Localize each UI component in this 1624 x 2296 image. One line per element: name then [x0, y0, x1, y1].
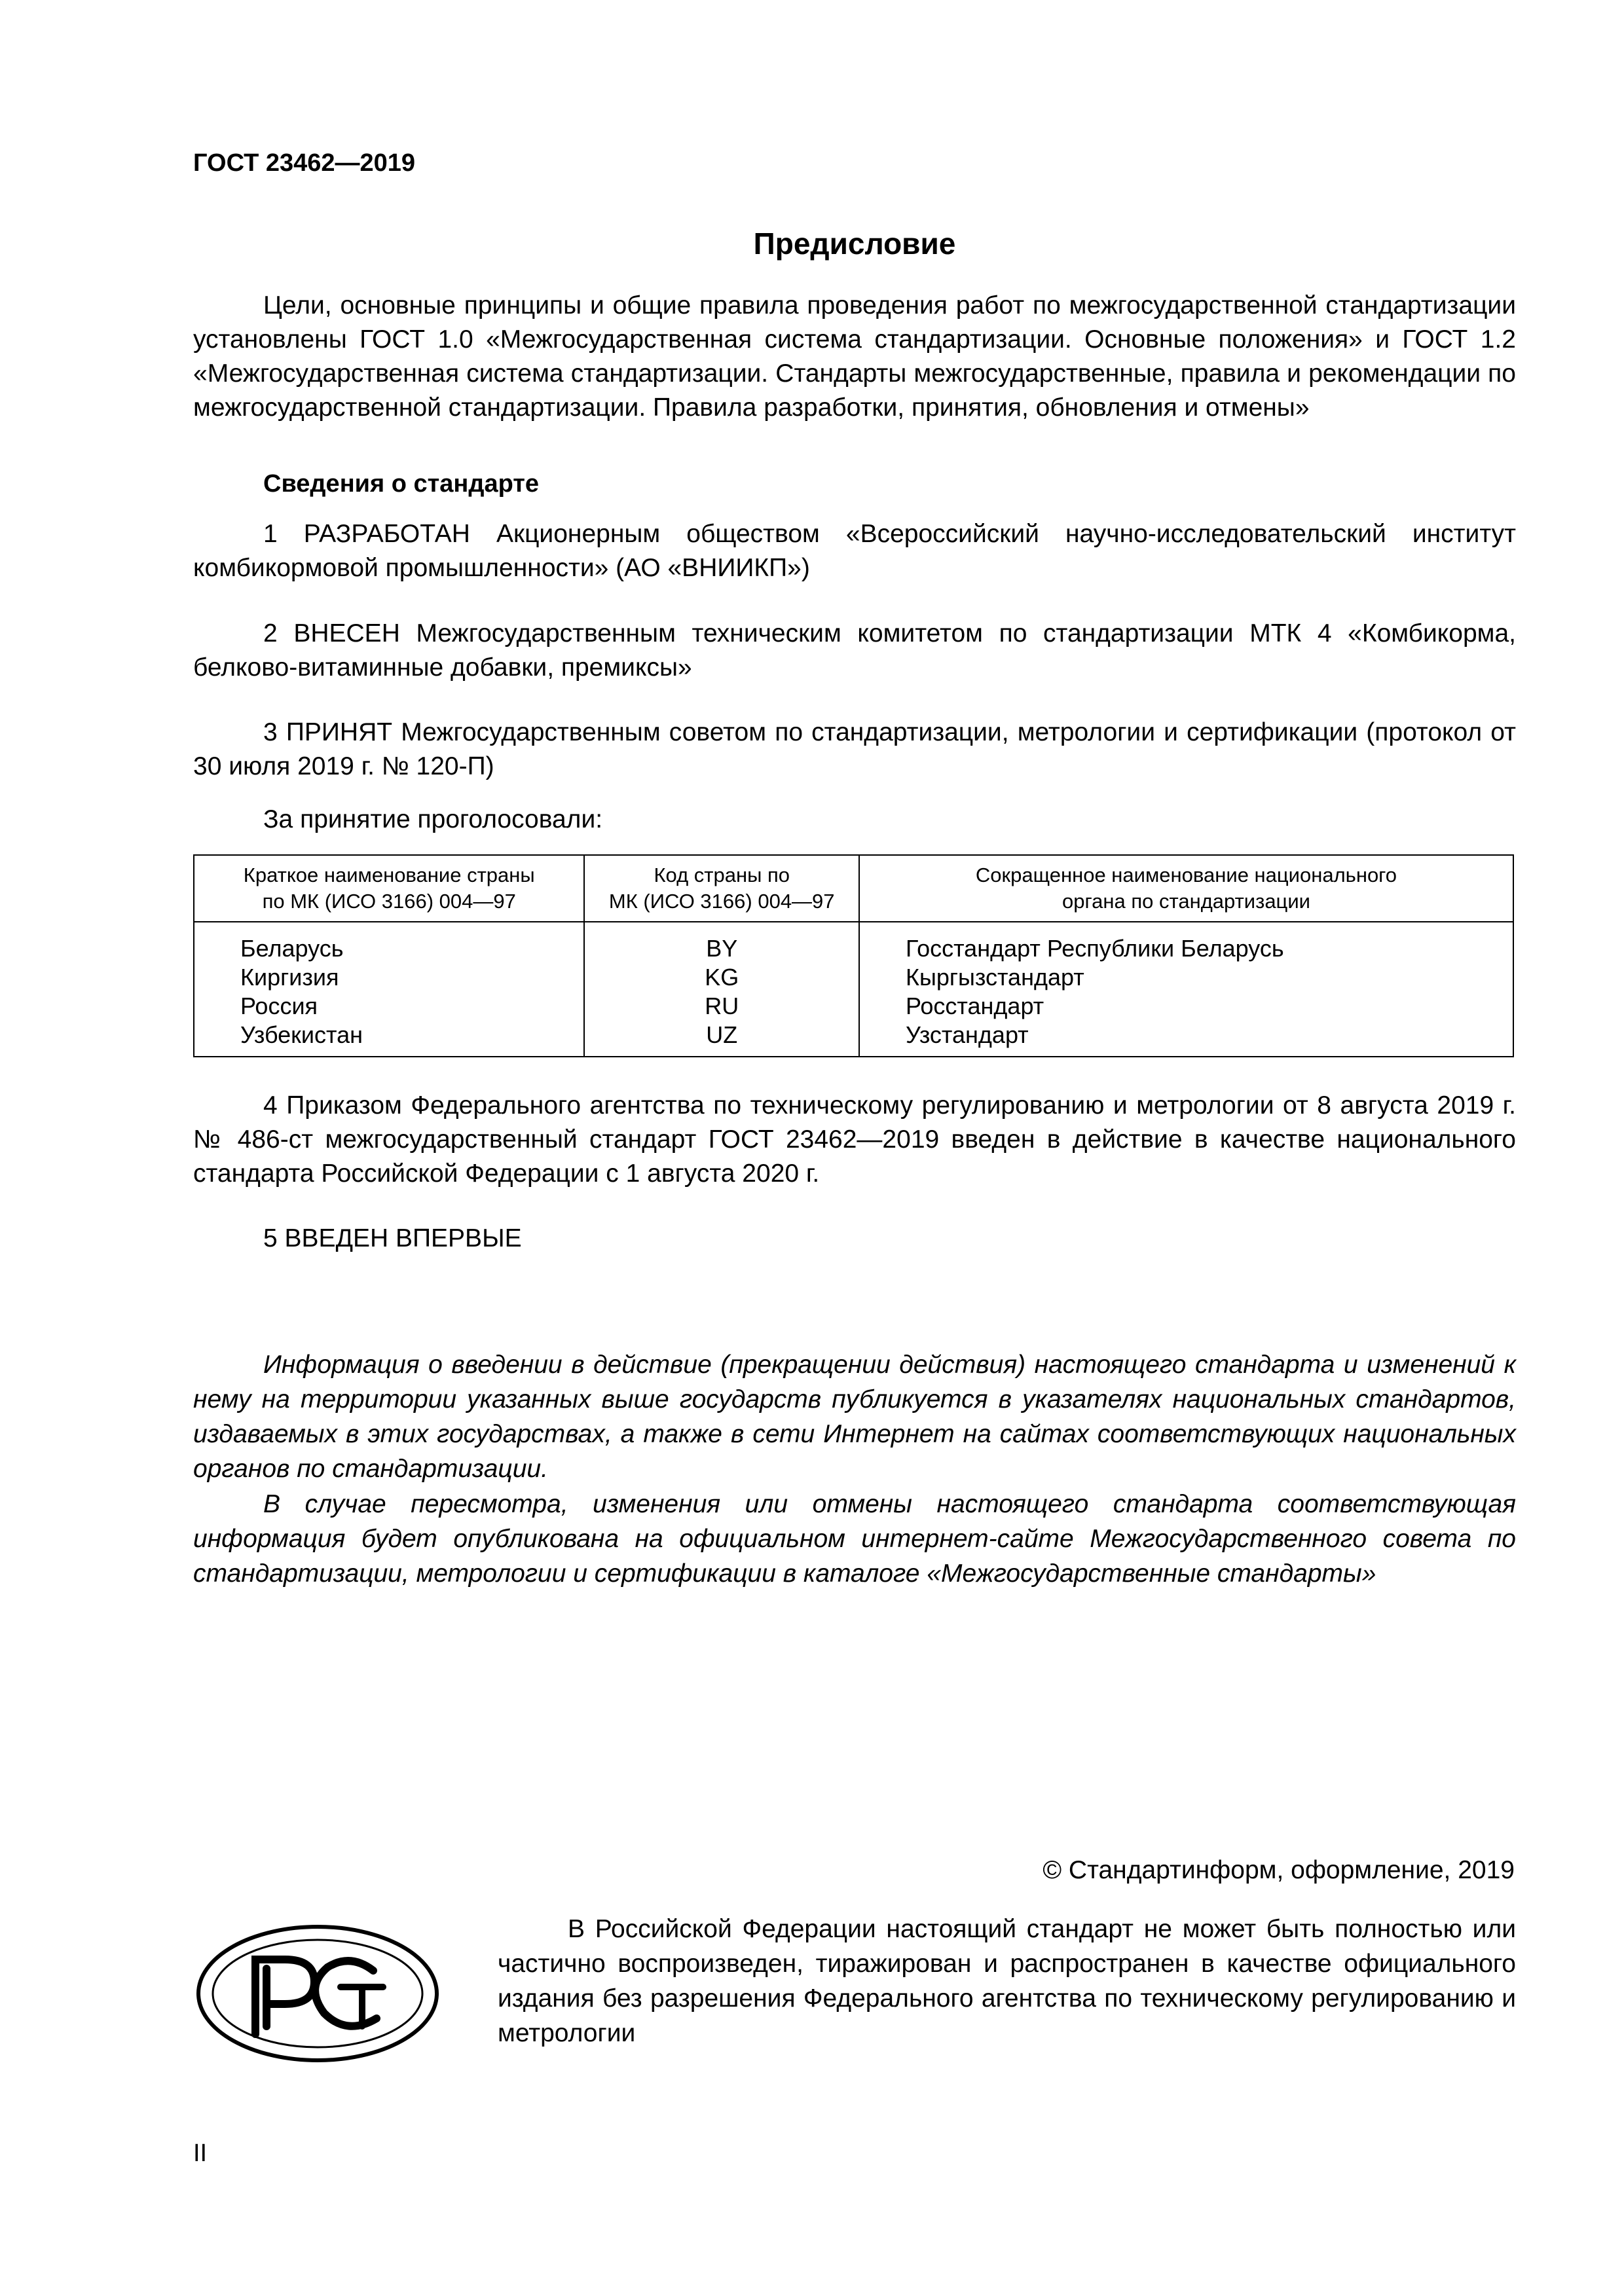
standards-body: Росстандарт: [905, 993, 1044, 1019]
intro-paragraph: Цели, основные принципы и общие правила проведения работ по межгосударственной стандартизации установлены ГОСТ 1.0 «Межгосударственная система стандартизации. Основные положения» и ГОСТ 1.2 «Межгосударственная система стандартизации. Стандарты межгосударственные, правила и рекомендации по межгосударственной стандартизации. Правила разработки, принятия, обновления и отмены»: [193, 291, 1516, 422]
item-developed: 1 РАЗРАБОТАН Акционерным обществом «Всероссийский научно-исследовательский институт комбикормовой промышленности» (АО «ВНИИКП»): [193, 520, 1516, 582]
country-name: Узбекистан: [240, 1021, 363, 1048]
standards-body: Госстандарт Республики Беларусь: [905, 935, 1284, 962]
item-adopted: 3 ПРИНЯТ Межгосударственным советом по стандартизации, метрологии и сертификации (протокол от 30 июля 2019 г. № 120-П): [193, 718, 1516, 780]
rights-notice: В Российской Федерации настоящий стандарт не может быть полностью или частично воспроизведен, тиражирован и распространен в качестве официального издания без разрешения Федерального агентства по техническому регулированию и метрологии: [498, 1915, 1516, 2047]
country-code: KG: [705, 964, 739, 991]
country-name: Киргизия: [240, 964, 339, 991]
info-notice-1: Информация о введении в действие (прекращении действия) настоящего стандарта и изменений к нему на территории указанных выше государств публикуется в указателях национальных стандартов, издаваемых в этих государствах, а также в сети Интернет на сайтах соответствующих национальных органов по стандартизации.: [193, 1351, 1516, 1483]
section-title: Предисловие: [753, 227, 956, 261]
country-code: BY: [706, 935, 738, 962]
item-order: 4 Приказом Федерального агентства по техническому регулированию и метрологии от 8 августа 2019 г. № 486-ст межгосударственный стандарт ГОСТ 23462—2019 введен в действие в качестве национального стандарта Российской Федерации с 1 августа 2020 г.: [193, 1091, 1516, 1188]
table-header-row: [194, 855, 1513, 922]
header-code-line2: МК (ИСО 3166) 004—97: [608, 890, 835, 913]
table-row: [194, 922, 1513, 1057]
country-name: Беларусь: [240, 935, 344, 962]
countries-table: [193, 854, 1514, 1057]
item-introduced: 2 ВНЕСЕН Межгосударственным техническим комитетом по стандартизации МТК 4 «Комбикорма, белково-витаминные добавки, премиксы»: [193, 619, 1516, 682]
header-country: [194, 855, 584, 922]
header-body-line1: Сокращенное наименование национального: [975, 864, 1397, 886]
item-first: 5 ВВЕДЕН ВПЕРВЫЕ: [263, 1224, 522, 1252]
page-number: II: [193, 2140, 208, 2167]
header-country-line1: Краткое наименование страны: [243, 864, 535, 886]
document-header: ГОСТ 23462—2019: [193, 149, 416, 177]
standards-body: Узстандарт: [905, 1021, 1029, 1048]
country-code: UZ: [706, 1021, 738, 1048]
info-heading: Сведения о стандарте: [263, 470, 540, 498]
body-column: [859, 922, 1513, 1057]
code-column: [584, 922, 859, 1057]
info-notice-2: В случае пересмотра, изменения или отмены настоящего стандарта соответствующая информация будет опубликована на официальном интернет-сайте Межгосударственного совета по стандартизации, метрологии и сертификации в каталоге «Межгосударственные стандарты»: [193, 1490, 1516, 1588]
header-body: [859, 855, 1513, 922]
country-code: RU: [705, 993, 739, 1019]
country-name: Россия: [240, 993, 318, 1019]
header-country-line2: по МК (ИСО 3166) 004—97: [262, 890, 516, 913]
voted-label: За принятие проголосовали:: [263, 805, 603, 833]
header-code: [584, 855, 859, 922]
country-column: [194, 922, 584, 1057]
standards-body: Кыргызстандарт: [905, 964, 1084, 991]
copyright-line: © Стандартинформ, оформление, 2019: [1043, 1856, 1515, 1884]
header-code-line1: Код страны по: [654, 864, 790, 886]
rst-logo-icon: [193, 1922, 442, 2069]
header-body-line2: органа по стандартизации: [1062, 890, 1310, 913]
